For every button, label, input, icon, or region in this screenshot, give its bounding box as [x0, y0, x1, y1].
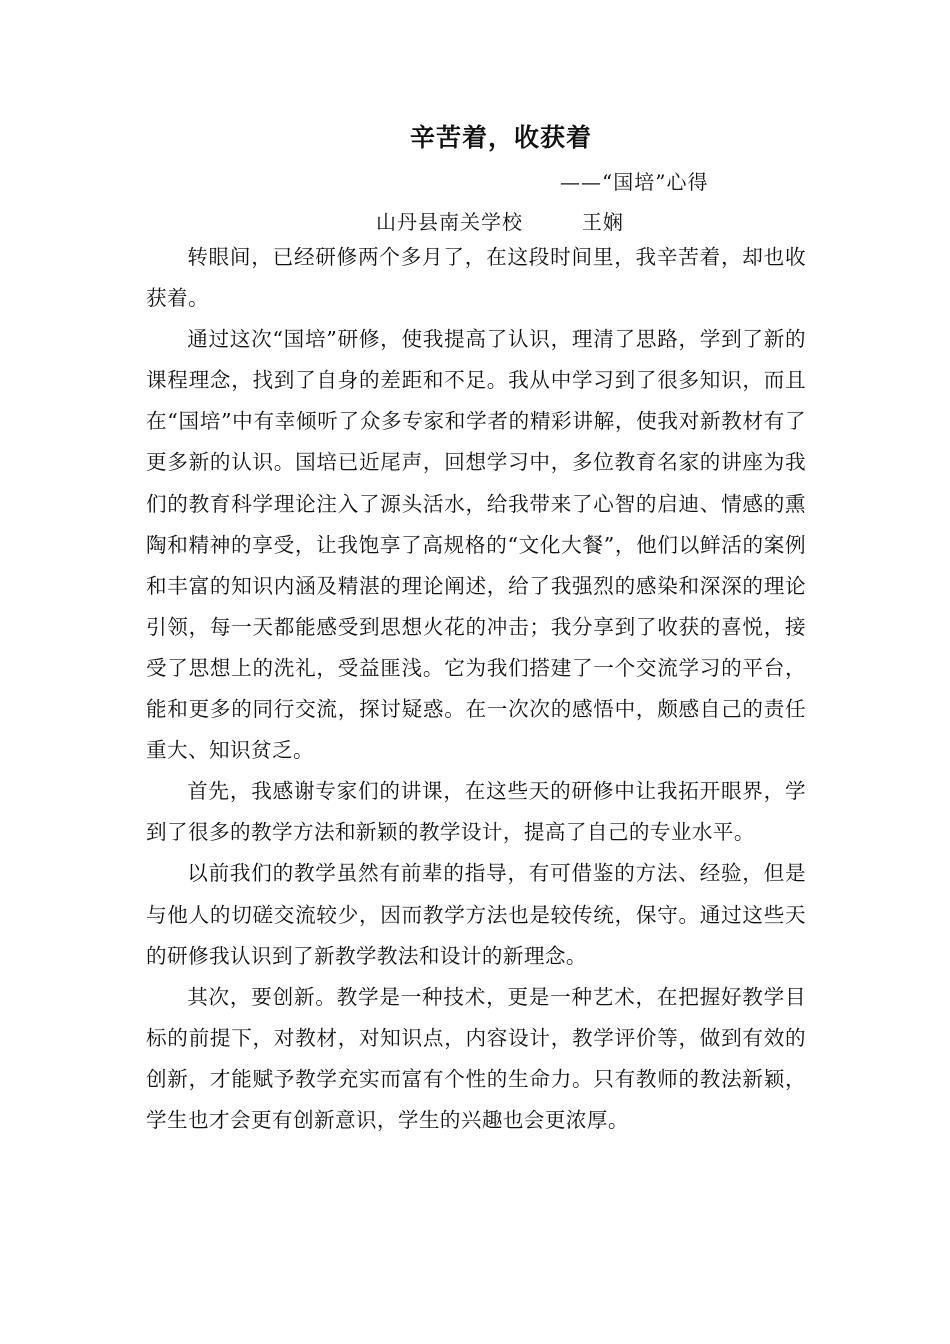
document-subtitle: ——“国培”心得	[560, 170, 709, 194]
author-name: 王娴	[581, 210, 624, 234]
paragraph: 通过这次“国培”研修，使我提高了认识，理清了思路，学到了新的课程理念，找到了自身的差距和不足。我从中学习到了很多知识，而且在“国培”中有幸倾听了众多专家和学者的精彩讲解，使我对新教材有了更多新的认识。国培已近尾声，回想学习中，多位教育名家的讲座为我们的教育科学理论注入了源头活水，给我带来了心智的启迪、情感的熏陶和精神的享受，让我饱享了高规格的“文化大餐”，他们以鲜活的案例和丰富的知识内涵及精湛的理论阐述，给了我强烈的感染和深深的理论引领，每一天都能感受到思想火花的冲击；我分享到了收获的喜悦，接受了思想上的洗礼，受益匪浅。它为我们搭建了一个交流学习的平台，能和更多的同行交流，探讨疑惑。在一次次的感悟中，颇感自己的责任重大、知识贫乏。	[146, 327, 806, 763]
paragraph: 转眼间，已经研修两个多月了，在这段时间里，我辛苦着，却也收获着。	[146, 245, 806, 311]
body-text	[146, 237, 806, 1141]
paragraph: 以前我们的教学虽然有前辈的指导，有可借鉴的方法、经验，但是与他人的切磋交流较少，因而教学方法也是较传统，保守。通过这些天的研修我认识到了新教学教法和设计的新理念。	[146, 861, 806, 968]
school-name: 山丹县南关学校	[376, 210, 523, 234]
author-line	[376, 206, 624, 235]
document-title: 辛苦着，收获着	[409, 123, 592, 152]
paragraph: 其次，要创新。教学是一种技术，更是一种艺术，在把握好教学目标的前提下，对教材，对知识点，内容设计，教学评价等，做到有效的创新，才能赋予教学充实而富有个性的生命力。只有教师的教法新颖，学生也才会更有创新意识，学生的兴趣也会更浓厚。	[146, 984, 806, 1132]
paragraph: 首先，我感谢专家们的讲课，在这些天的研修中让我拓开眼界，学到了很多的教学方法和新颖的教学设计，提高了自己的专业水平。	[146, 779, 806, 845]
